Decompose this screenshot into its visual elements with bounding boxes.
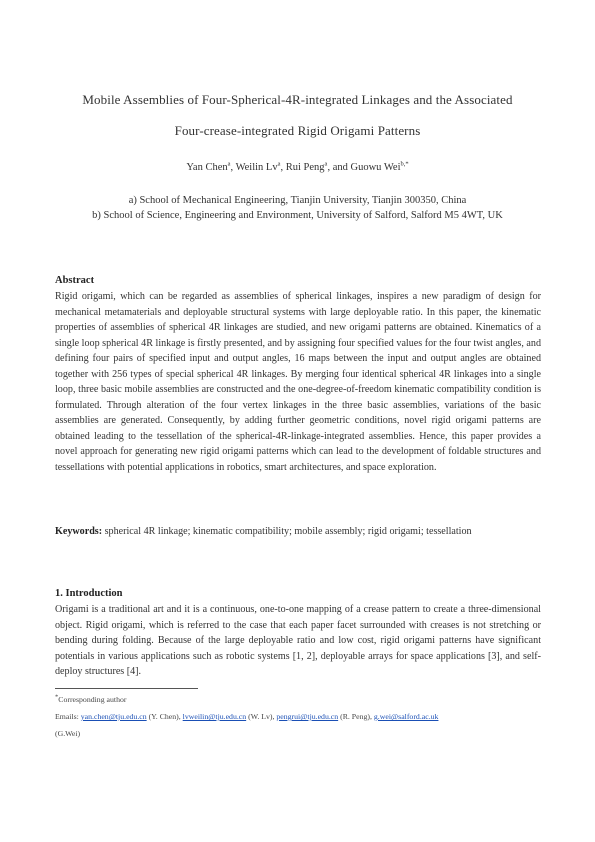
email-link[interactable]: lvweilin@tju.edu.cn (182, 712, 247, 721)
paper-title-line-1: Mobile Assemblies of Four-Spherical-4R-integrated Linkages and the Associated (82, 92, 513, 107)
affiliation-a: a) School of Mechanical Engineering, Tianjin University, Tianjin 300350, China (128, 195, 467, 206)
footnote-corresponding (55, 691, 126, 708)
author-separator: , (280, 162, 286, 173)
introduction-text: Origami is a traditional art and it is a continuous, one-to-one mapping of a crease pattern to create a three-dimensional object. Rigid origami, which is referred to the case that each paper facet surrounded with creases is not stretching or bending during folding. Because of the large deployable ratio and low cost, rigid origami patterns have significant potentials in various applications such as robotic systems [1, 2], deployable arrays for space applications [3], and self-deploy structures [4]. (55, 604, 541, 678)
author-affiliation-mark: a (324, 160, 328, 168)
footnote-marker: * (55, 693, 59, 701)
introduction-heading: 1. Introduction (55, 588, 123, 599)
introduction-body (55, 602, 541, 680)
author-name: Guowu Wei (350, 162, 401, 173)
author-name: Weilin Lv (235, 162, 278, 173)
affiliation-b: b) School of Science, Engineering and Environment, University of Salford, Salford M5 4WT, UK (92, 210, 503, 221)
email-owner: (W. Lv), (246, 712, 277, 721)
email-link[interactable]: pengrui@tju.edu.cn (276, 712, 339, 721)
email-owner: (Y. Chen), (146, 712, 183, 721)
abstract-text: Rigid origami, which can be regarded as assemblies of spherical linkages, inspires a new paradigm of design for mechanical metamaterials and deployable structural systems with large deployable ratio. In this paper, the kinematic properties of assemblies of spherical 4R linkages are studied, and new origami patterns are obtained. Kinematics of a single loop spherical 4R linkage is firstly presented, and by assigning four specified values for the four twist angles, and defining four pairs of specified input and output angles, 16 maps between the input and output angles are obtained together with 256 types of special spherical 4R linkages. By merging four identical spherical 4R linkages into a single loop, three basic mobile assemblies are constructed and the one-degree-of-freedom kinematic compatibility condition is formulated. Through alteration of the four vertex linkages in the three basic assemblies, variations of the basic assemblies are generated. Consequently, by adding further geometric conditions, novel rigid origami patterns are obtained leading to the tessellation of the spherical-4R-linkage-integrated assemblies. Hence, this paper provides a novel approach for generating new rigid origami patterns which can lead to the development of foldable structures and tessellations with potential applications in robotics, smart architectures, and space exploration. (55, 291, 541, 474)
footnote-last-line: (G.Wei) (55, 729, 81, 738)
email-link[interactable]: yan.chen@tju.edu.cn (80, 712, 147, 721)
author-name: Rui Peng (285, 162, 325, 173)
corresponding-author-label: Corresponding author (58, 695, 127, 704)
author-list (0, 162, 595, 173)
author-affiliation-mark: a (227, 160, 231, 168)
email-link[interactable]: g.wei@salford.ac.uk (373, 712, 439, 721)
abstract-body (55, 289, 541, 476)
email-owner: (R. Peng), (338, 712, 374, 721)
keywords (55, 524, 541, 540)
author-affiliation-mark: b,* (400, 160, 409, 168)
author-separator: , (230, 162, 236, 173)
emails-label: Emails: (55, 712, 81, 721)
abstract-heading: Abstract (55, 275, 95, 286)
author-separator: , and (327, 162, 351, 173)
paper-title-line-2: Four-crease-integrated Rigid Origami Patterns (174, 123, 421, 138)
keywords-text: spherical 4R linkage; kinematic compatibility; mobile assembly; rigid origami; tessellation (102, 526, 472, 537)
footnote-divider (55, 688, 198, 689)
author-affiliation-mark: a (277, 160, 281, 168)
keywords-label: Keywords: (55, 526, 103, 537)
author-name: Yan Chen (186, 162, 228, 173)
footnote-emails (55, 708, 545, 725)
